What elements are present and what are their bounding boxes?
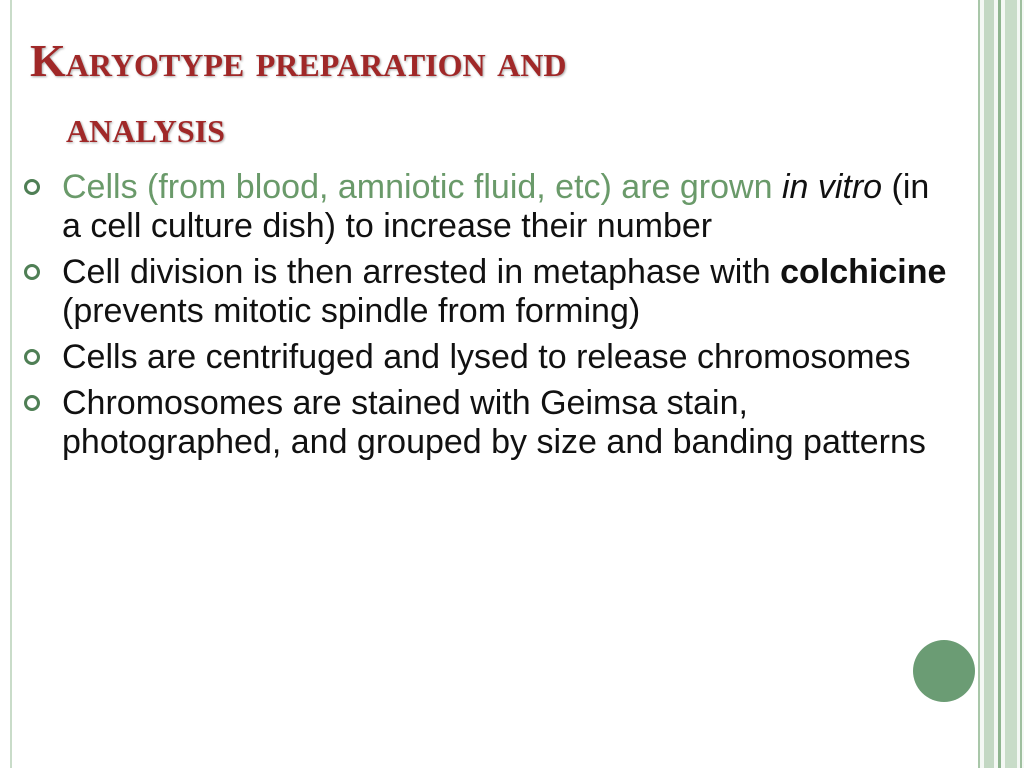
title-line-2: analysis	[66, 101, 225, 152]
title-line-1: Karyotype preparation and	[30, 35, 567, 86]
decorative-side-stripes	[978, 0, 1024, 768]
circle-bullet-icon	[24, 264, 40, 280]
decorative-green-circle	[913, 640, 975, 702]
bullet-item-cell-culture	[22, 168, 952, 246]
bullet-text: Cells (from blood, amniotic fluid, etc) are grown	[62, 168, 782, 206]
bullet-item-colchicine	[22, 253, 952, 331]
bullet-bold-text: colchicine	[780, 253, 947, 291]
bullet-text: Cells are centrifuged and lysed to release chromosomes	[62, 338, 911, 376]
bullet-text: (prevents mitotic spindle from forming)	[62, 292, 641, 330]
bullet-text: Cell division is then arrested in metaphase with	[62, 253, 781, 291]
bullet-item-staining	[22, 384, 952, 462]
bullet-list	[22, 168, 952, 469]
left-border-line	[10, 0, 12, 768]
slide-title	[30, 28, 930, 160]
bullet-text: (in a cell culture dish) to increase their number	[62, 168, 930, 245]
bullet-italic-text: in vitro	[781, 168, 883, 206]
circle-bullet-icon	[24, 349, 40, 365]
bullet-item-centrifuge	[22, 338, 952, 377]
circle-bullet-icon	[24, 395, 40, 411]
circle-bullet-icon	[24, 179, 40, 195]
bullet-text: Chromosomes are stained with Geimsa stain, photographed, and grouped by size and banding patterns	[62, 384, 926, 461]
